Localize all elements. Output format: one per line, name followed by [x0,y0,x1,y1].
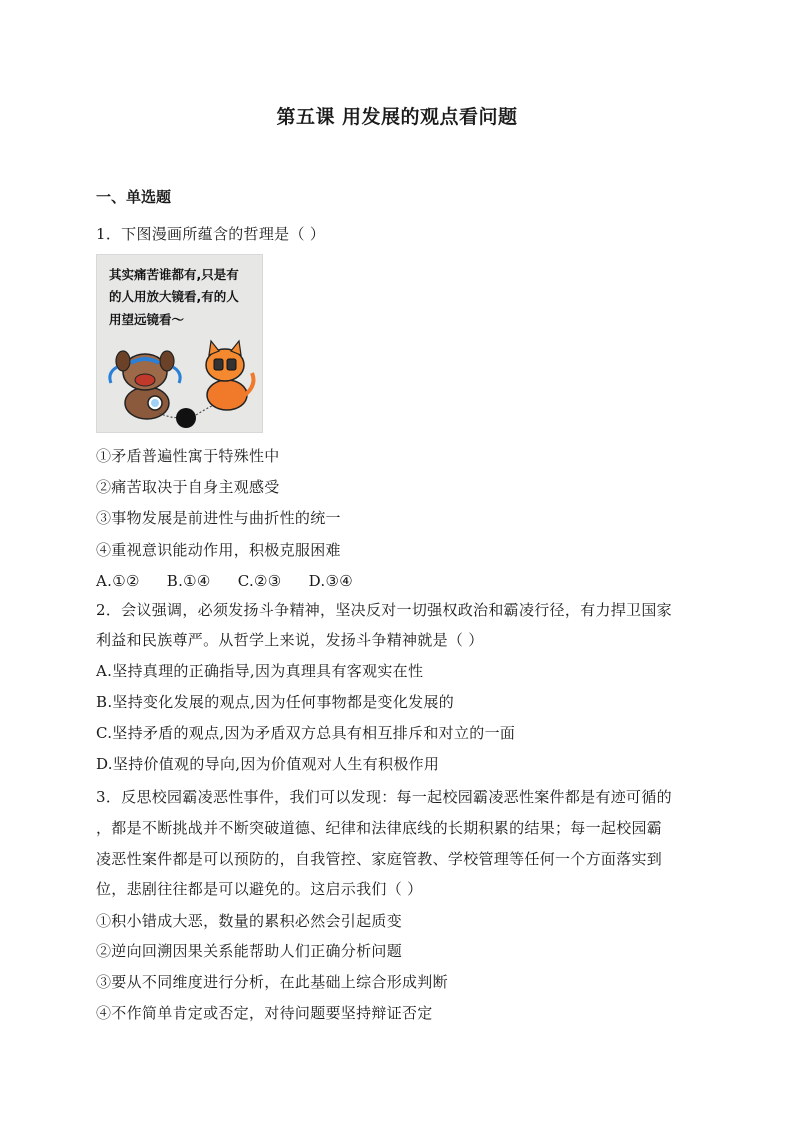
iron-ball [176,408,196,428]
q3-stem-line-1: 3．反思校园霸凌恶性事件，我们可以发现：每一起校园霸凌恶性案件都是有迹可循的 [96,788,672,806]
q2-stem-line-1: 2．会议强调，必须发扬斗争精神，坚决反对一切强权政治和霸凌行径，有力捍卫国家 [96,601,672,619]
q1-statement-4: ④重视意识能动作用，积极克服困难 [96,541,341,559]
q3-stem-line-3: 凌恶性案件都是可以预防的，自我管控、家庭管教、学校管理等任何一个方面落实到 [96,850,663,868]
q2-option-d[interactable]: D.坚持价值观的导向,因为价值观对人生有积极作用 [96,755,440,773]
page-title: 第五课 用发展的观点看问题 [276,106,518,128]
q2-option-c[interactable]: C.坚持矛盾的观点,因为矛盾双方总具有相互排斥和对立的一面 [96,724,516,742]
q1-statement-3: ③事物发展是前进性与曲折性的统一 [96,509,341,527]
q1-option-d[interactable]: D.③④ [308,572,353,590]
cartoon-caption-line-3: 用望远镜看～ [109,312,185,327]
cartoon-image [96,254,263,433]
q1-option-b[interactable]: B.①④ [166,572,211,590]
q1-option-c[interactable]: C.②③ [237,572,282,590]
q3-statement-1: ①积小错成大恶，数量的累积必然会引起质变 [96,912,403,930]
crying-dog-figure [110,351,180,419]
q3-stem-line-2: ，都是不断挑战并不断突破道德、纪律和法律底线的长期积累的结果；每一起校园霸 [96,819,663,837]
q1-stem: 1．下图漫画所蕴含的哲理是（ ） [96,225,326,243]
q3-stem-line-4: 位，悲剧往往都是可以避免的。这启示我们（ ） [96,880,423,898]
cat-figure [206,341,253,410]
section-heading: 一、单选题 [96,188,172,206]
q2-stem-line-2: 利益和民族尊严。从哲学上来说，发扬斗争精神就是（ ） [96,631,484,649]
q3-statement-3: ③要从不同维度进行分析，在此基础上综合形成判断 [96,973,448,991]
q3-statement-4: ④不作简单肯定或否定，对待问题要坚持辩证否定 [96,1004,433,1022]
q1-statement-1: ①矛盾普遍性寓于特殊性中 [96,447,280,465]
q1-options [96,571,375,591]
cartoon-caption-line-2: 的人用放大镜看,有的人 [109,289,239,304]
q2-option-b[interactable]: B.坚持变化发展的观点,因为任何事物都是变化发展的 [96,693,455,711]
cartoon-caption-line-1: 其实痛苦谁都有,只是有 [109,267,239,282]
q1-option-a[interactable]: A.①② [96,572,140,590]
q1-statement-2: ②痛苦取决于自身主观感受 [96,478,280,496]
q3-statement-2: ②逆向回溯因果关系能帮助人们正确分析问题 [96,942,403,960]
q2-option-a[interactable]: A.坚持真理的正确指导,因为真理具有客观实在性 [96,662,424,680]
